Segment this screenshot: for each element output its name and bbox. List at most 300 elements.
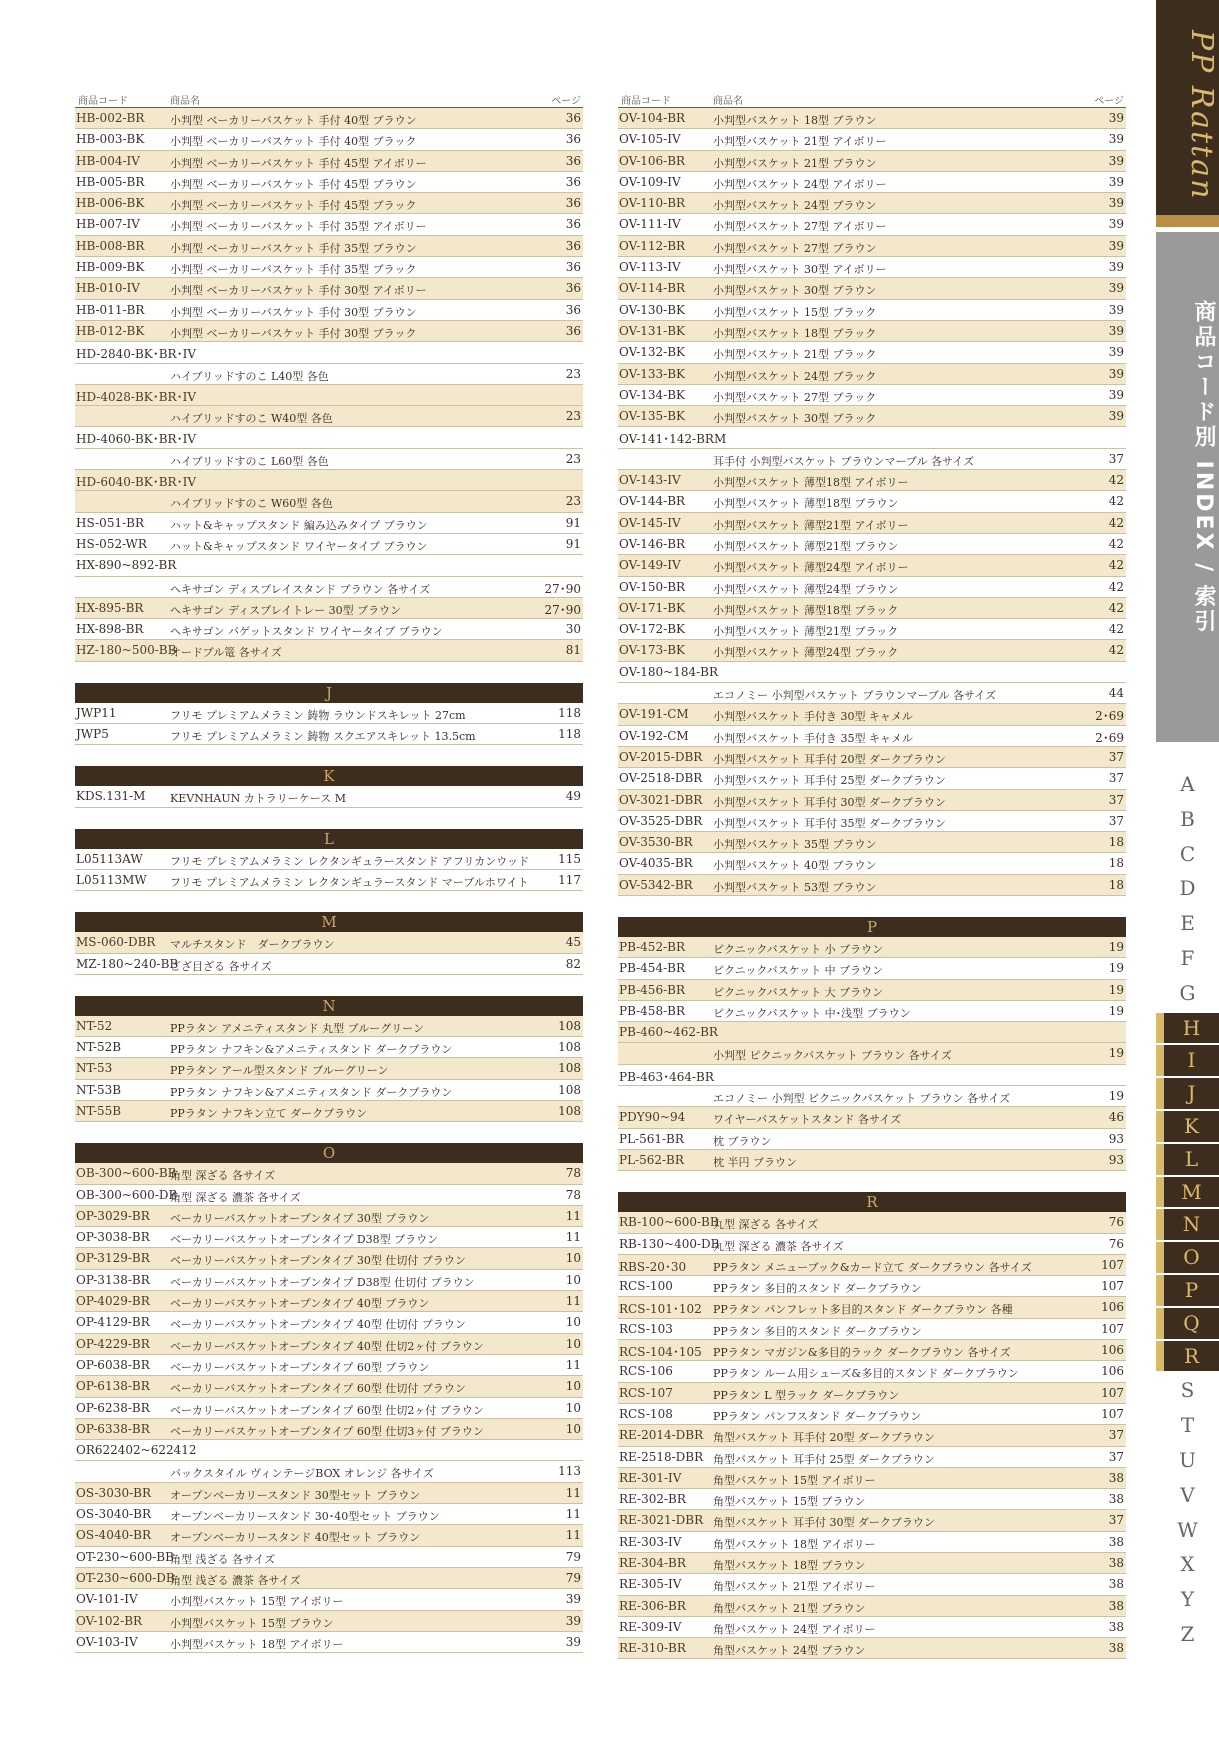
index-row	[75, 1058, 583, 1079]
page-number: 42	[1108, 643, 1124, 658]
product-name: オープンベーカリースタンド 30･40型セット ブラウン	[170, 1510, 440, 1524]
product-name: 角型バスケット 24型 アイボリー	[713, 1622, 876, 1636]
page-number: 78	[565, 1166, 581, 1181]
product-name: 角型バスケット 15型 アイボリー	[713, 1473, 876, 1487]
product-name: ベーカリーバスケットオープンタイプ 60型 ブラウン	[170, 1360, 430, 1374]
letter-tab-p[interactable]: P	[1156, 1275, 1219, 1306]
product-code: HB-009-BK	[76, 260, 145, 275]
product-name: 角型 深ざる 各サイズ	[170, 1169, 276, 1183]
index-row	[75, 406, 583, 427]
index-column-left	[75, 88, 583, 1653]
page-number: 107	[1101, 1257, 1124, 1272]
index-row	[75, 1483, 583, 1504]
page-number: 39	[1108, 238, 1124, 253]
letter-tab-i[interactable]: I	[1156, 1045, 1219, 1076]
product-name: PPラタン パンフレット多目的スタンド ダークブラウン 各種	[713, 1303, 1013, 1317]
page-number: 39	[1108, 196, 1124, 211]
page-number: 37	[1108, 792, 1124, 807]
product-name: 小判型 ベーカリーバスケット 手付 35型 ブラウン	[170, 241, 417, 255]
page-number: 42	[1108, 473, 1124, 488]
index-row	[618, 193, 1126, 214]
index-row	[618, 1107, 1126, 1128]
index-row	[618, 704, 1126, 725]
index-row	[75, 1589, 583, 1610]
product-code: OV-144-BR	[619, 494, 686, 509]
index-row	[75, 1355, 583, 1376]
page-number: 38	[1108, 1641, 1124, 1656]
page-number: 42	[1108, 579, 1124, 594]
index-row	[618, 257, 1126, 278]
index-row	[75, 1376, 583, 1397]
letter-tab-h[interactable]: H	[1156, 1013, 1219, 1044]
letter-tab-g[interactable]: G	[1179, 980, 1196, 1005]
product-name: ベーカリーバスケットオープンタイプ D38型 ブラウン	[170, 1233, 439, 1247]
section-gap	[75, 1122, 583, 1143]
page-number: 93	[1108, 1152, 1124, 1167]
letter-tab-m[interactable]: M	[1156, 1177, 1219, 1208]
section-header-o: O	[75, 1143, 583, 1163]
page-number: 39	[565, 1634, 581, 1649]
index-row	[618, 214, 1126, 235]
product-name: 耳手付 小判型バスケット ブラウンマーブル 各サイズ	[713, 454, 975, 468]
product-name: ヘキサゴン バゲットスタンド ワイヤータイプ ブラウン	[170, 625, 443, 639]
product-name: 小判型バスケット 18型 ブラウン	[713, 114, 877, 127]
product-name: 角型バスケット 21型 ブラウン	[713, 1601, 866, 1615]
product-name: ベーカリーバスケットオープンタイプ 60型 仕切3ヶ付 ブラウン	[170, 1424, 484, 1438]
page-number: 37	[1108, 451, 1124, 466]
product-code: OV-109-IV	[619, 174, 681, 189]
product-name: ベーカリーバスケットオープンタイプ 60型 仕切2ヶ付 ブラウン	[170, 1403, 484, 1417]
letter-tab-b[interactable]: B	[1180, 806, 1195, 831]
page-number: 27･90	[544, 602, 581, 617]
product-code: OB-300~600-DB	[76, 1187, 178, 1202]
index-row	[618, 811, 1126, 832]
product-name: 小判型バスケット 15型 アイボリー	[170, 1595, 344, 1609]
product-code: OV-113-IV	[619, 260, 681, 275]
index-row	[618, 1489, 1126, 1510]
index-row	[75, 342, 583, 363]
product-code: NT-52B	[76, 1040, 122, 1055]
index-row	[75, 193, 583, 214]
product-code: MS-060-DBR	[76, 935, 156, 950]
header-page: ページ	[551, 96, 581, 107]
product-name: フリモ プレミアムメラミン 鋳物 ラウンドスキレット 27cm	[170, 708, 466, 722]
page-number: 23	[565, 366, 581, 381]
letter-tab-z[interactable]: Z	[1180, 1621, 1195, 1646]
product-name: ヘキサゴン ディスプレイスタンド ブラウン 各サイズ	[170, 582, 431, 596]
page-number: 107	[1101, 1321, 1124, 1336]
letter-tab-k[interactable]: K	[1156, 1111, 1219, 1142]
index-title: 商品コード別 INDEX / 索引	[1191, 300, 1216, 635]
column-header	[618, 88, 1126, 108]
header-name: 商品名	[170, 96, 200, 107]
product-code: OS-3030-BR	[76, 1485, 151, 1500]
product-code: OV-171-BK	[619, 600, 685, 615]
page-number: 39	[565, 1592, 581, 1607]
page-number: 76	[1108, 1236, 1124, 1251]
index-row	[618, 577, 1126, 598]
index-row	[618, 491, 1126, 512]
index-row	[75, 534, 583, 555]
index-row	[618, 768, 1126, 789]
product-name: ワイヤーバスケットスタンド 各サイズ	[713, 1113, 902, 1127]
section-gap	[75, 662, 583, 683]
product-code: OV-192-CM	[619, 728, 689, 743]
page-number: 46	[1108, 1110, 1124, 1125]
index-row	[618, 619, 1126, 640]
index-row	[75, 108, 583, 129]
letter-tab-a[interactable]: A	[1180, 772, 1195, 796]
product-code: RE-302-BR	[619, 1492, 686, 1507]
product-name: 小判型バスケット 薄型24型 ブラック	[713, 646, 899, 660]
product-code: RCS-106	[619, 1364, 673, 1379]
product-name: 枕 ブラウン	[713, 1134, 772, 1148]
index-row	[618, 1319, 1126, 1340]
page-number: 79	[565, 1570, 581, 1585]
page-number: 27･90	[544, 581, 581, 596]
index-row	[618, 108, 1126, 129]
page-number: 37	[1108, 771, 1124, 786]
product-name: 小判型バスケット 24型 アイボリー	[713, 177, 887, 191]
index-row	[618, 470, 1126, 491]
product-name: PPラタン アール型スタンド ブルーグリーン	[170, 1064, 389, 1078]
section-header-p: P	[618, 917, 1126, 937]
index-row	[75, 577, 583, 598]
product-code: OP-3138-BR	[76, 1272, 150, 1287]
page-number: 38	[1108, 1470, 1124, 1485]
brand-tab	[1156, 0, 1219, 215]
product-name: 小判型バスケット 薄型18型 アイボリー	[713, 476, 909, 490]
page-number: 39	[1108, 323, 1124, 338]
product-code: OV-3021-DBR	[619, 792, 703, 807]
product-name: ハット&キャップスタンド 編み込みタイプ ブラウン	[170, 518, 428, 532]
product-name: PPラタン ルーム用シューズ&多目的スタンド ダークブラウン	[713, 1367, 1019, 1381]
product-code: OV-103-IV	[76, 1634, 138, 1649]
product-name: 小判型バスケット 24型 ブラウン	[713, 199, 877, 213]
product-code: NT-53	[76, 1061, 113, 1076]
product-name: 小判型 ベーカリーバスケット 手付 45型 ブラウン	[170, 177, 417, 191]
page-number: 36	[565, 323, 581, 338]
product-code: OV-3530-BR	[619, 835, 693, 850]
page-number: 11	[565, 1528, 581, 1543]
page-number: 11	[565, 1294, 581, 1309]
index-row	[618, 427, 1126, 448]
product-code: OV-132-BK	[619, 345, 685, 360]
product-code: HB-012-BK	[76, 323, 145, 338]
section-gap	[618, 1171, 1126, 1192]
product-code: RBS-20･30	[619, 1259, 687, 1274]
product-code: PL-561-BR	[619, 1131, 684, 1146]
letter-tab-f[interactable]: F	[1180, 945, 1195, 970]
product-name: 枕 半円 ブラウン	[713, 1155, 797, 1169]
product-name: ベーカリーバスケットオープンタイプ 30型 ブラウン	[170, 1211, 430, 1225]
index-row	[618, 875, 1126, 896]
product-code: HB-008-BR	[76, 238, 145, 253]
product-name: 角型バスケット 18型 アイボリー	[713, 1537, 876, 1551]
product-code: OP-6138-BR	[76, 1379, 150, 1394]
index-row	[618, 832, 1126, 853]
letter-tab-j[interactable]: J	[1156, 1078, 1219, 1109]
product-name: 小判型 ベーカリーバスケット 手付 30型 アイボリー	[170, 284, 427, 298]
page-number: 19	[1108, 1003, 1124, 1018]
product-name: ピクニックバスケット 小 ブラウン	[713, 942, 884, 956]
product-code: HB-010-IV	[76, 281, 140, 296]
product-name: 丸型 深ざる 各サイズ	[713, 1218, 819, 1232]
product-code: OV-134-BK	[619, 387, 685, 402]
product-code: OR622402~622412	[76, 1443, 197, 1458]
product-name: 小判型バスケット 30型 ブラウン	[713, 284, 877, 298]
product-name: ハイブリッドすのこ L60型 各色	[170, 454, 329, 468]
product-code: PB-463･464-BR	[619, 1069, 714, 1084]
index-row	[75, 129, 583, 150]
product-code: OV-135-BK	[619, 409, 685, 424]
page-number: 36	[565, 217, 581, 232]
index-row	[618, 342, 1126, 363]
page-number: 11	[565, 1230, 581, 1245]
product-code: RCS-107	[619, 1385, 673, 1400]
index-row	[618, 1022, 1126, 1043]
letter-tab-y[interactable]: Y	[1180, 1587, 1195, 1612]
product-code: OV-105-IV	[619, 132, 681, 147]
index-row	[75, 724, 583, 745]
letter-tab-s[interactable]: S	[1180, 1378, 1195, 1403]
letter-tab-v[interactable]: V	[1180, 1482, 1195, 1507]
index-row	[75, 257, 583, 278]
product-code: OV-150-BR	[619, 579, 686, 594]
index-row	[75, 1611, 583, 1632]
section-gap	[75, 808, 583, 829]
page-number: 39	[565, 1613, 581, 1628]
product-name: 小判型 ベーカリーバスケット 手付 45型 ブラック	[170, 199, 417, 213]
index-row	[618, 321, 1126, 342]
index-row	[75, 640, 583, 661]
product-name: 小判型バスケット 耳手付 25型 ダークブラウン	[713, 774, 946, 788]
index-row	[75, 1185, 583, 1206]
page-number: 79	[565, 1549, 581, 1564]
index-row	[75, 236, 583, 257]
letter-tab-r[interactable]: R	[1156, 1341, 1219, 1372]
page-number: 39	[1108, 302, 1124, 317]
product-name: 小判型バスケット 40型 ブラウン	[713, 859, 877, 873]
page-number: 42	[1108, 622, 1124, 637]
page-number: 37	[1108, 813, 1124, 828]
index-row	[75, 385, 583, 406]
product-code: OV-149-IV	[619, 558, 681, 573]
product-code: RE-306-BR	[619, 1598, 686, 1613]
index-row	[618, 1510, 1126, 1531]
header-name: 商品名	[713, 96, 743, 107]
index-row	[618, 1212, 1126, 1233]
index-row	[618, 1255, 1126, 1276]
page-number: 19	[1108, 1046, 1124, 1061]
product-name: ハイブリッドすのこ L40型 各色	[170, 369, 329, 383]
product-name: 小判型 ベーカリーバスケット 手付 35型 ブラック	[170, 263, 417, 277]
header-code: 商品コード	[78, 96, 128, 107]
product-name: オープンベーカリースタンド 30型セット ブラウン	[170, 1488, 421, 1502]
product-name: 小判型バスケット 18型 ブラック	[713, 326, 877, 340]
index-row	[618, 747, 1126, 768]
page-number: 107	[1101, 1406, 1124, 1421]
product-name: 角型バスケット 15型 ブラウン	[713, 1495, 866, 1509]
product-code: OV-106-BR	[619, 153, 686, 168]
product-name: ハイブリッドすのこ W60型 各色	[170, 497, 333, 511]
page-number: 107	[1101, 1385, 1124, 1400]
product-name: 小判型バスケット 53型 ブラウン	[713, 880, 877, 894]
page-number: 38	[1108, 1577, 1124, 1592]
page-number: 93	[1108, 1131, 1124, 1146]
product-name: 角型 浅ざる 濃茶 各サイズ	[170, 1573, 301, 1587]
index-row	[75, 449, 583, 470]
page-number: 91	[565, 515, 581, 530]
section-header-m: M	[75, 912, 583, 932]
index-row	[75, 1037, 583, 1058]
product-code: OT-230~600-DB	[76, 1570, 175, 1585]
page-number: 18	[1108, 856, 1124, 871]
product-name: ピクニックバスケット 中 ブラウン	[713, 964, 884, 978]
letter-tab-l[interactable]: L	[1156, 1144, 1219, 1175]
product-name: ピクニックバスケット 大 ブラウン	[713, 985, 884, 999]
product-name: フリモ プレミアムメラミン レクタンギュラースタンド アフリカンウッド	[170, 854, 530, 868]
letter-tab-c[interactable]: C	[1179, 841, 1196, 866]
header-page: ページ	[1094, 96, 1124, 107]
index-row	[618, 1276, 1126, 1297]
page-number: 36	[565, 132, 581, 147]
brand-divider	[1156, 215, 1219, 227]
product-code: RE-309-IV	[619, 1619, 682, 1634]
product-code: HB-005-BR	[76, 174, 145, 189]
index-row	[618, 1574, 1126, 1595]
product-name: 小判型 ベーカリーバスケット 手付 35型 アイボリー	[170, 220, 427, 234]
letter-tab-n[interactable]: N	[1156, 1209, 1219, 1240]
letter-tab-e[interactable]: E	[1180, 911, 1195, 936]
product-code: OV-3525-DBR	[619, 813, 703, 828]
section-gap	[618, 896, 1126, 917]
letter-tab-t[interactable]: T	[1180, 1413, 1195, 1438]
page-number: 10	[565, 1272, 581, 1287]
product-code: OV-102-BR	[76, 1613, 143, 1628]
page-number: 11	[565, 1357, 581, 1372]
index-row	[75, 870, 583, 891]
index-row	[75, 1016, 583, 1037]
product-name: 小判型 ベーカリーバスケット 手付 40型 ブラック	[170, 135, 417, 149]
page-number: 36	[565, 196, 581, 211]
page-number: 106	[1101, 1364, 1124, 1379]
product-name: 小判型バスケット 27型 ブラウン	[713, 241, 877, 255]
product-name: ベーカリーバスケットオープンタイプ 60型 仕切付 ブラウン	[170, 1382, 466, 1396]
product-code: OV-4035-BR	[619, 856, 693, 871]
letter-tab-o[interactable]: O	[1156, 1242, 1219, 1273]
page-number: 2･69	[1095, 730, 1124, 745]
letter-tab-q[interactable]: Q	[1156, 1308, 1219, 1339]
product-code: HD-4028-BK･BR･IV	[76, 389, 197, 404]
page-number: 38	[1108, 1492, 1124, 1507]
product-code: PB-456-BR	[619, 982, 685, 997]
product-name: 小判型バスケット 手付き 30型 キャメル	[713, 710, 913, 724]
product-code: HB-002-BR	[76, 111, 145, 125]
product-code: RE-304-BR	[619, 1556, 686, 1570]
product-name: PPラタン パンフスタンド ダークブラウン	[713, 1409, 922, 1423]
page-number: 39	[1108, 281, 1124, 296]
product-code: PB-458-BR	[619, 1003, 685, 1018]
page-number: 39	[1108, 111, 1124, 125]
page-number: 10	[565, 1336, 581, 1351]
page-number: 39	[1108, 153, 1124, 168]
product-name: 角型バスケット 18型 ブラウン	[713, 1559, 866, 1572]
letter-tab-d[interactable]: D	[1179, 876, 1196, 901]
letter-tab-w[interactable]: W	[1177, 1517, 1198, 1542]
index-row	[618, 406, 1126, 427]
page-number: 45	[565, 935, 581, 950]
page-number: 42	[1108, 600, 1124, 615]
product-name: 小判型バスケット 27型 ブラック	[713, 390, 877, 404]
index-row	[618, 937, 1126, 958]
product-name: 小判型バスケット 薄型18型 ブラック	[713, 603, 899, 617]
index-row	[618, 1340, 1126, 1361]
page-number: 39	[1108, 387, 1124, 402]
index-row	[618, 662, 1126, 683]
index-row	[618, 958, 1126, 979]
index-row	[75, 1398, 583, 1419]
page-number: 36	[565, 281, 581, 296]
page-number: 39	[1108, 409, 1124, 424]
page-number: 39	[1108, 345, 1124, 360]
page-number: 106	[1101, 1300, 1124, 1315]
product-code: OV-191-CM	[619, 707, 689, 722]
product-code: OV-173-BK	[619, 643, 685, 658]
product-name: 小判型バスケット 21型 ブラック	[713, 348, 877, 362]
product-name: 小判型バスケット 24型 ブラック	[713, 369, 877, 383]
page-number: 91	[565, 536, 581, 551]
product-code: OP-6238-BR	[76, 1400, 150, 1415]
product-code: OV-2015-DBR	[619, 749, 703, 764]
product-name: ピクニックバスケット 中･浅型 ブラウン	[713, 1006, 911, 1020]
product-code: RB-130~400-DB	[619, 1236, 720, 1251]
product-code: OV-111-IV	[619, 217, 681, 232]
page-number: 36	[565, 174, 581, 189]
index-row	[75, 1080, 583, 1101]
product-name: PPラタン 多目的スタンド ダークブラウン	[713, 1324, 922, 1338]
product-code: HX-895-BR	[76, 600, 144, 615]
page-number: 39	[1108, 174, 1124, 189]
product-code: HZ-180~500-BB	[76, 643, 177, 658]
header-code: 商品コード	[621, 96, 671, 107]
letter-tab-x[interactable]: X	[1180, 1552, 1195, 1577]
product-code: RE-305-IV	[619, 1577, 682, 1592]
product-name: KEVNHAUN カトラリーケース M	[170, 792, 346, 806]
product-name: オードブル篭 各サイズ	[170, 646, 282, 660]
page-number: 23	[565, 494, 581, 509]
product-name: PPラタン ナフキン&アメニティスタンド ダークブラウン	[170, 1085, 453, 1099]
page-number: 38	[1108, 1534, 1124, 1549]
index-row	[75, 703, 583, 724]
letter-tab-u[interactable]: U	[1179, 1447, 1196, 1472]
product-code: PB-454-BR	[619, 961, 685, 976]
page-number: 108	[558, 1103, 581, 1118]
index-row	[618, 1150, 1126, 1171]
alphabet-tabs	[1156, 767, 1219, 1652]
product-code: OV-130-BK	[619, 302, 685, 317]
index-row	[75, 172, 583, 193]
index-row	[618, 1553, 1126, 1574]
index-row	[75, 1461, 583, 1482]
product-name: PPラタン L 型ラック ダークブラウン	[713, 1388, 900, 1402]
product-name: 小判型 ベーカリーバスケット 手付 45型 アイボリー	[170, 156, 427, 170]
index-row	[618, 683, 1126, 704]
index-row	[618, 598, 1126, 619]
index-row	[618, 853, 1126, 874]
page-number: 19	[1108, 1089, 1124, 1104]
index-row	[618, 1065, 1126, 1086]
